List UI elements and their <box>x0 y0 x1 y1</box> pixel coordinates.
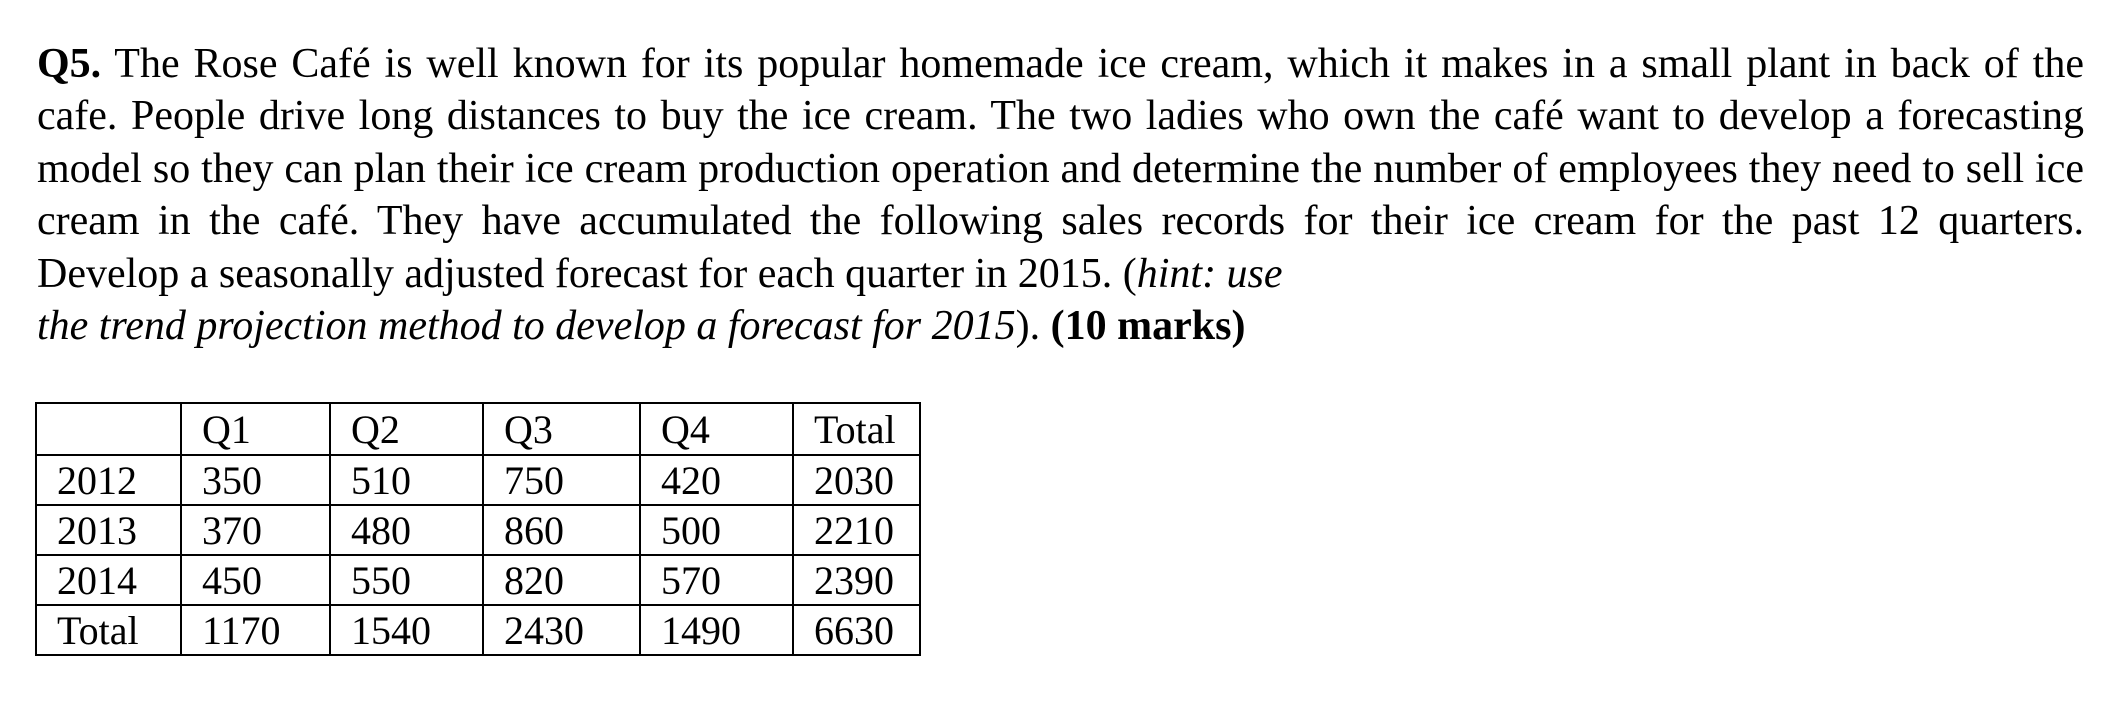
table-cell: 1490 <box>640 605 793 655</box>
table-cell: 1540 <box>330 605 483 655</box>
row-total-cell: 2030 <box>793 455 920 505</box>
table-row <box>36 505 920 555</box>
header-cell-total: Total <box>793 403 920 455</box>
table-cell: 750 <box>483 455 640 505</box>
table-row <box>36 555 920 605</box>
table-cell: 2430 <box>483 605 640 655</box>
table-cell: 480 <box>330 505 483 555</box>
header-cell-q1: Q1 <box>181 403 330 455</box>
table-cell: 570 <box>640 555 793 605</box>
row-label-cell: 2014 <box>36 555 181 605</box>
grand-total-cell: 6630 <box>793 605 920 655</box>
hint-text-part2: the trend projection method to develop a forecast for 2015 <box>37 303 1016 350</box>
table-cell: 510 <box>330 455 483 505</box>
table-cell: 1170 <box>181 605 330 655</box>
table-cell: 370 <box>181 505 330 555</box>
header-cell-q3: Q3 <box>483 403 640 455</box>
sales-table <box>35 402 921 656</box>
header-cell-q4: Q4 <box>640 403 793 455</box>
table-cell: 860 <box>483 505 640 555</box>
row-total-cell: 2210 <box>793 505 920 555</box>
table-cell: 550 <box>330 555 483 605</box>
question-body: The Rose Café is well known for its popular homemade ice cream, which it makes in a small plant in back of the cafe. People drive long distances to buy the ice cream. The two ladies who own the café want to develop a forecasting model so they can plan their ice cream production operation and determine the number of employees they need to sell ice cream in the café. They have accumulated the following sales records for their ice cream for the past 12 quarters. Develop a seasonally adjusted forecast for each quarter in 2015. ( <box>37 41 2084 297</box>
table-cell: 450 <box>181 555 330 605</box>
hint-text-part1: hint: use <box>1136 250 1283 297</box>
table-cell: 500 <box>640 505 793 555</box>
question-closing: ). <box>1015 303 1051 350</box>
table-cell: 820 <box>483 555 640 605</box>
table-cell: 350 <box>181 455 330 505</box>
header-cell-corner <box>36 403 181 455</box>
table-header-row <box>36 403 920 455</box>
row-label-cell: Total <box>36 605 181 655</box>
table-row <box>36 455 920 505</box>
header-cell-q2: Q2 <box>330 403 483 455</box>
question-text <box>37 38 2084 352</box>
table-cell: 420 <box>640 455 793 505</box>
row-label-cell: 2012 <box>36 455 181 505</box>
question-last-line <box>37 300 2084 352</box>
question-number: Q5. <box>37 41 102 87</box>
table-total-row <box>36 605 920 655</box>
row-total-cell: 2390 <box>793 555 920 605</box>
row-label-cell: 2013 <box>36 505 181 555</box>
marks-label: (10 marks) <box>1050 303 1246 350</box>
